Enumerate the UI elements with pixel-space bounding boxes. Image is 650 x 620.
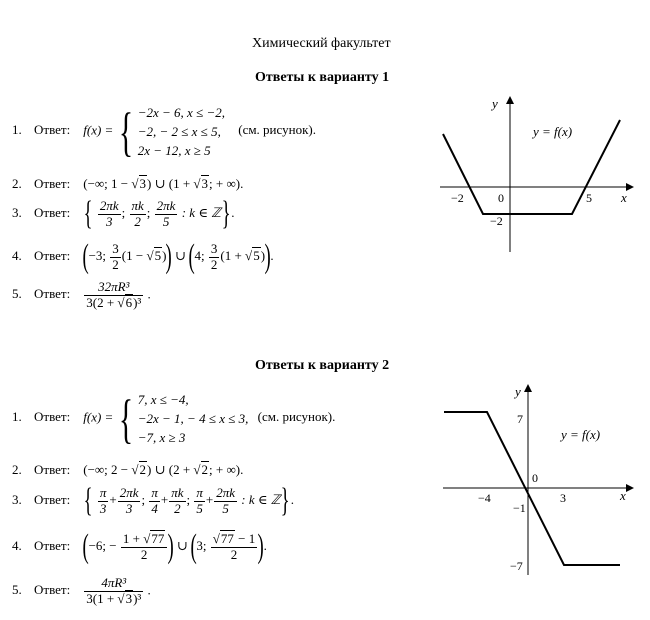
v2-answer-5: 5. Ответ: $\frac{\text{4πR³}}{\text{3(1 + √3)³}}$ . xyxy=(12,575,151,606)
tick-x-neg2: −2 xyxy=(451,191,464,205)
v1-answer-3: 3. Ответ: { $\frac{2\pi k}{3}$ ; $\frac{\pi k}{2}$ ; $\frac{2\pi k}{5}$ : k ∈ ℤ}. xyxy=(12,195,235,232)
tick-y-neg2: −2 xyxy=(490,214,503,228)
tick-x-3: 3 xyxy=(560,491,566,505)
v2-function-graph xyxy=(438,380,643,580)
tick-x-5: 5 xyxy=(586,191,592,205)
tick-origin: 0 xyxy=(498,191,504,205)
v2-answer-3: 3. Ответ: { $\frac{\pi}{3}$ + $\frac{2\pi k}{3}$ ; $\frac{\pi}{4}$ + $\frac{\pi k}{2}$ ; $\frac{\pi}{5}$ + $\frac{2\pi k}{5}$ : k ∈ ℤ}. xyxy=(12,482,295,519)
v2-answer-1: 1. Ответ: f(x) = { 7, x ≤ −4, −2x − 1, − 4 ≤ x ≤ 3, −7, x ≥ 3 (см. рисунок). xyxy=(12,388,336,449)
y-axis-label: y xyxy=(515,384,521,399)
x-axis-label: x xyxy=(621,190,627,205)
function-label: y = f(x) xyxy=(533,124,573,139)
v2-answer-4: 4. Ответ: (−6; − $\frac{1 + √77}{2}$ ) ∪ (3; $\frac{√77 - 1}{2}$ ). xyxy=(12,528,267,565)
tick-y-neg7: −7 xyxy=(510,559,523,573)
v2-answer-2: 2. Ответ: (−∞; 2 − √2) ∪ (2 + √2; + ∞). xyxy=(12,462,244,477)
v1-answer-2: 2. Ответ: (−∞; 1 − √3) ∪ (1 + √3; + ∞). xyxy=(12,176,244,191)
faculty-title: Химический факультет xyxy=(252,36,391,51)
v1-answer-1: 1. Ответ: f(x) = { −2x − 6, x ≤ −2, −2, − 2 ≤ x ≤ 5, 2x − 12, x ≥ 5 (см. рисунок). xyxy=(12,101,316,162)
tick-y-7: 7 xyxy=(517,412,523,426)
function-label: y = f(x) xyxy=(561,427,601,442)
variant2-heading: Ответы к варианту 2 xyxy=(255,358,390,373)
v1-answer-5: 5. Ответ: $\frac{\text{32πR³}}{\text{3(2 + √6)³}}$ . xyxy=(12,279,151,310)
function-curve xyxy=(443,120,620,214)
tick-x-neg4: −4 xyxy=(478,491,491,505)
variant1-heading: Ответы к варианту 1 xyxy=(255,70,390,85)
v1-function-graph xyxy=(435,92,640,262)
tick-y-neg1: −1 xyxy=(513,501,526,515)
v1-answer-4: 4. Ответ: (−3; $\frac{3}{2}$ (1 − √5)) ∪ (4; $\frac{3}{2}$ (1 + √5)). xyxy=(12,238,274,275)
y-axis-label: y xyxy=(492,96,498,111)
x-axis-label: x xyxy=(620,488,626,503)
tick-origin: 0 xyxy=(532,471,538,485)
